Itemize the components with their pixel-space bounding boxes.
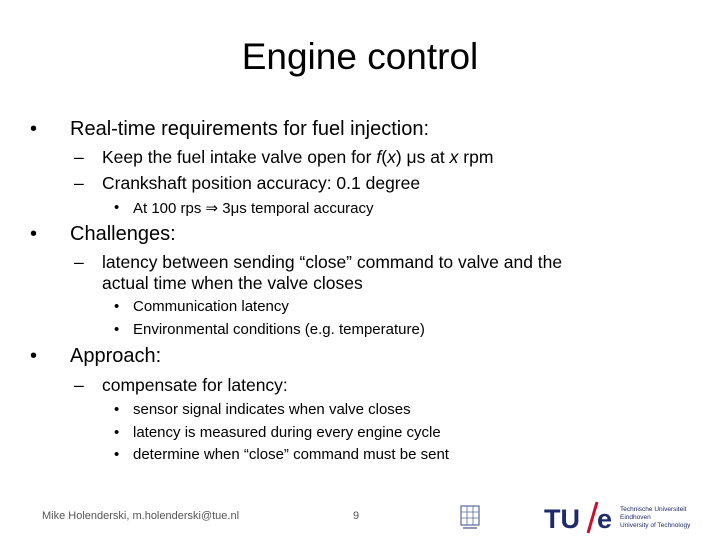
bullet-text: Real-time requirements for fuel injection: bbox=[70, 118, 430, 140]
subsubbullet-text bbox=[133, 199, 374, 217]
bullet-marker: • bbox=[114, 298, 120, 315]
subsubbullet-text: determine when “close” command must be sent bbox=[133, 446, 449, 463]
subbullet-text: latency between sending “close” command to valve and the bbox=[102, 252, 563, 272]
bullet-marker: • bbox=[114, 199, 120, 216]
text-part: rpm bbox=[458, 147, 494, 167]
bullet-marker: • bbox=[114, 321, 120, 338]
dash-marker: – bbox=[74, 375, 84, 395]
bullet-text: Approach: bbox=[70, 345, 162, 367]
bullet-marker: • bbox=[114, 446, 120, 463]
university-seal-icon bbox=[458, 503, 482, 531]
bullet-marker: • bbox=[114, 424, 120, 441]
text-part: ( bbox=[381, 147, 388, 167]
italic-x: x bbox=[449, 147, 459, 167]
tue-logo bbox=[544, 500, 694, 534]
dash-marker: – bbox=[74, 147, 84, 167]
bullet-marker: • bbox=[30, 118, 38, 140]
subsubbullet-text: sensor signal indicates when valve closes bbox=[133, 401, 411, 418]
logo-line2: Eindhoven bbox=[620, 514, 651, 521]
subbullet-text: compensate for latency: bbox=[102, 375, 288, 395]
bullet-marker: • bbox=[30, 345, 38, 367]
subsubbullet-text: Communication latency bbox=[133, 298, 289, 315]
subsubbullet-text: Environmental conditions (e.g. temperature) bbox=[133, 321, 425, 338]
italic-f: f bbox=[376, 147, 382, 167]
bullet-marker: • bbox=[114, 401, 120, 418]
implies-arrow: ⇒ bbox=[205, 200, 219, 217]
text-part: At 100 rps bbox=[133, 200, 206, 217]
page-number: 9 bbox=[353, 510, 360, 522]
subsubbullet-text: latency is measured during every engine cycle bbox=[133, 424, 441, 441]
logo-line3: University of Technology bbox=[620, 522, 691, 529]
dash-marker: – bbox=[74, 252, 84, 272]
logo-tu: TU bbox=[544, 504, 580, 534]
italic-x: x bbox=[387, 147, 396, 167]
logo-line1: Technische Universiteit bbox=[620, 506, 687, 513]
subbullet-text bbox=[102, 147, 493, 168]
text-part: 3μs temporal accuracy bbox=[218, 200, 374, 217]
dash-marker: – bbox=[74, 173, 84, 193]
logo-slash bbox=[588, 502, 597, 533]
bullet-marker: • bbox=[30, 223, 38, 245]
subbullet-latency-continued: actual time when the valve closes bbox=[102, 273, 363, 293]
text-part: ) μs at bbox=[395, 147, 450, 167]
logo-e: e bbox=[597, 504, 613, 534]
text-part: Keep the fuel intake valve open for bbox=[102, 147, 377, 167]
slide-title: Engine control bbox=[241, 36, 479, 77]
subbullet-text: Crankshaft position accuracy: 0.1 degree bbox=[102, 173, 421, 193]
bullet-text: Challenges: bbox=[70, 223, 176, 245]
footer-author: Mike Holenderski, m.holenderski@tue.nl bbox=[42, 510, 240, 522]
